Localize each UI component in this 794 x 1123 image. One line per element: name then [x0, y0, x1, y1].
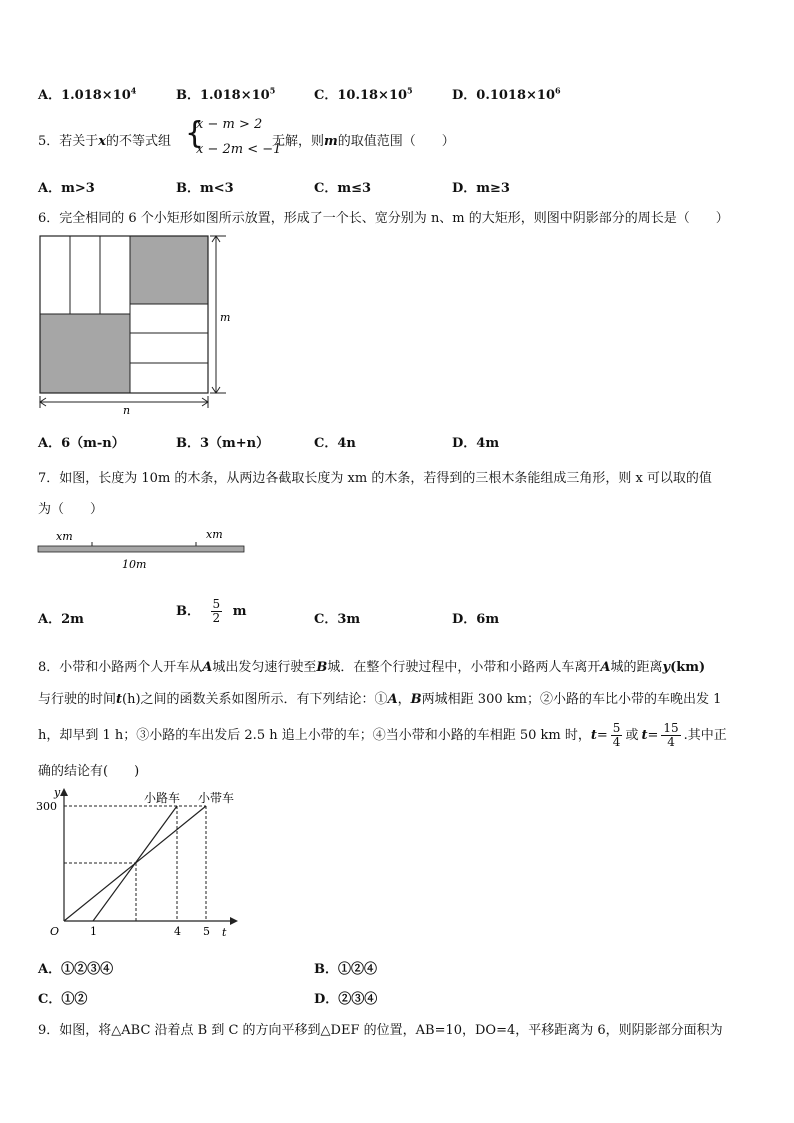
- q8-line2: 与行驶的时间t(h)之间的函数关系如图所示．有下列结论：①A，B两城相距 300 km；②小路的车比小带的车晚出发 1: [38, 692, 722, 707]
- q7-option-a: A．2m: [38, 612, 84, 627]
- q5-option-a: A．m>3: [38, 181, 95, 196]
- q6-option-c: C．4n: [314, 436, 356, 451]
- q8-option-d: D．②③④: [314, 992, 378, 1007]
- q7-stick: [38, 546, 244, 552]
- q5-inequality-2: x − 2m < −1: [196, 142, 282, 157]
- q8-option-c: C．①②: [38, 992, 88, 1007]
- q5-stem-end: 无解，则m的取值范围（ ）: [272, 134, 455, 149]
- q8-line1: 8．小带和小路两个人开车从A城出发匀速行驶至B城．在整个行驶过程中，小带和小路两人车离开A城的距离y(km): [38, 660, 706, 675]
- q6-option-b: B．3（m+n）: [176, 436, 270, 451]
- q7-option-b: B． $\frac{5}{2}$ m: [176, 597, 247, 625]
- q7-label-right: xm: [206, 528, 223, 541]
- q6-shaded-bottom-left: [40, 314, 130, 393]
- q7-option-d: D．6m: [452, 612, 500, 627]
- q8-x-tick-1: 1: [90, 925, 97, 938]
- q8-x-tick-4: 4: [174, 925, 181, 938]
- q6-shaded-top-right: [130, 236, 208, 304]
- q8-label-xiaodai: 小带车: [198, 791, 235, 805]
- arrow-right-icon: [230, 917, 238, 925]
- q6-top-left-block: [40, 236, 130, 314]
- q7-option-c: C．3m: [314, 612, 361, 627]
- q7-label-total: 10m: [122, 558, 147, 571]
- q4-option-d: D．$0.1018\times 10^6$: [452, 85, 561, 103]
- q5-option-d: D．m≥3: [452, 181, 510, 196]
- q8-origin-label: O: [50, 925, 60, 938]
- q8-y-axis-label: y: [54, 786, 61, 799]
- q8-x-tick-5: 5: [203, 925, 210, 938]
- q7-label-left: xm: [56, 530, 73, 543]
- q4-option-a: A．$1.018\times 10^4$: [38, 85, 137, 103]
- q7-stem-line1: 7．如图，长度为 10m 的木条，从两边各截取长度为 xm 的木条，若得到的三根木条能组成三角形，则 x 可以取的值: [38, 471, 712, 486]
- q5-option-b: B．m<3: [176, 181, 234, 196]
- q5-option-c: C．m≤3: [314, 181, 372, 196]
- q8-y-tick-300: 300: [36, 800, 57, 813]
- q6-label-n: n: [123, 404, 131, 417]
- q8-line3: h，却早到 1 h；③小路的车出发后 2.5 h 追上小带的车；④当小带和小路的车相距 50 km 时，t= $\frac{5}{4}$ 或 t= $\frac{15}{4}$ .其中正: [38, 721, 727, 749]
- q8-t-axis-label: t: [222, 926, 227, 939]
- q6-label-m: m: [220, 311, 231, 324]
- q5-brace: {: [185, 116, 205, 151]
- q6-option-d: D．4m: [452, 436, 500, 451]
- q7-stick-figure: [34, 526, 254, 574]
- q8-label-xiaolu: 小路车: [144, 791, 181, 805]
- q8-line4: 确的结论有( ): [38, 764, 140, 779]
- q9-stem: 9．如图，将△ABC 沿着点 B 到 C 的方向平移到△DEF 的位置，AB=10，DO=4，平移距离为 6，则阴影部分面积为: [38, 1023, 723, 1038]
- q8-option-a: A．①②③④: [38, 962, 114, 977]
- q7-stem-line2: 为（ ）: [38, 502, 104, 517]
- q8-graph: [34, 784, 254, 944]
- q5-stem: 5．若关于x的不等式组: [38, 134, 172, 149]
- q4-option-c: C．$10.18\times 10^5$: [314, 85, 413, 103]
- q6-stem: 6．完全相同的 6 个小矩形如图所示放置，形成了一个长、宽分别为 n、m 的大矩形，则图中阴影部分的周长是（ ）: [38, 211, 729, 226]
- q6-bottom-right-block: [130, 304, 208, 393]
- q4-option-b: B．$1.018\times 10^5$: [176, 85, 276, 103]
- arrow-up-icon: [60, 788, 68, 796]
- q6-rectangle-figure: [34, 232, 244, 418]
- q8-option-b: B．①②④: [314, 962, 377, 977]
- q5-inequality-1: x − m > 2: [196, 117, 263, 132]
- q6-option-a: A．6（m-n）: [38, 436, 125, 451]
